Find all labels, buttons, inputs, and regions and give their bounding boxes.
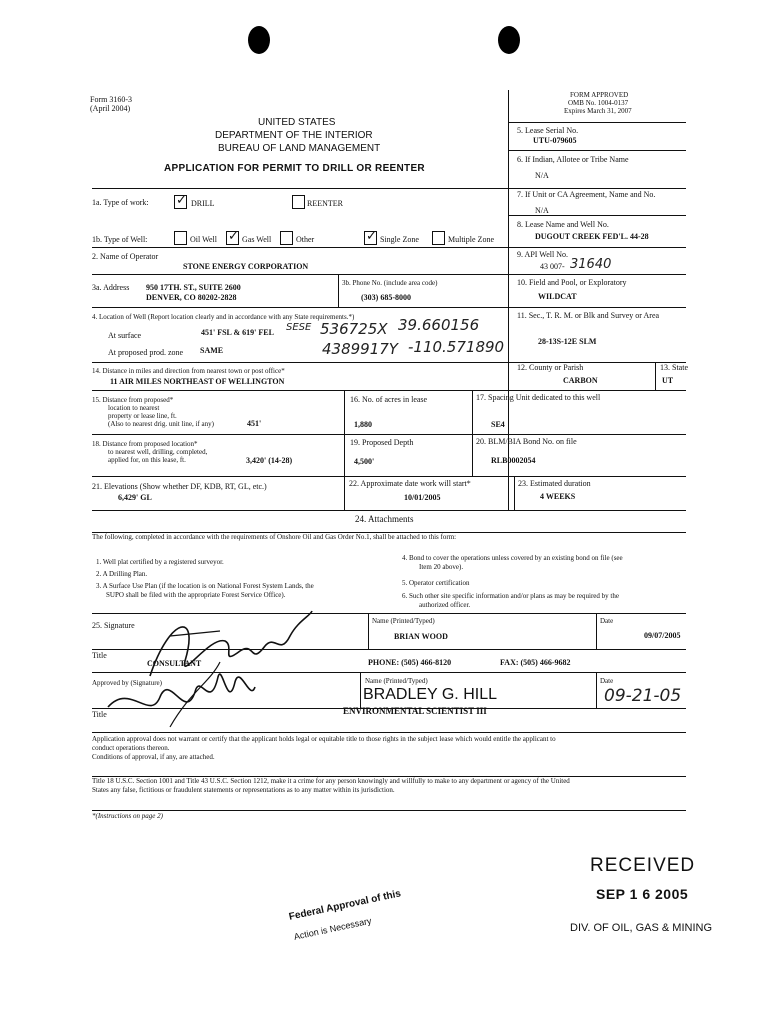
multiple-zone-checkbox[interactable] xyxy=(432,231,445,245)
f15-value: 451' xyxy=(247,419,262,428)
expires: Expires March 31, 2007 xyxy=(564,107,632,115)
federal-approval-line2: Action is Necessary xyxy=(293,915,373,942)
f9-value: 43 007- xyxy=(540,262,565,271)
gas-well-label: Gas Well xyxy=(242,235,272,244)
f20-value: RLB0002054 xyxy=(491,456,536,465)
f21-value: 6,429' GL xyxy=(118,493,152,502)
federal-approval-line1: Federal Approval of this xyxy=(288,888,402,923)
hand-sese: SESE xyxy=(286,322,312,333)
f23-value: 4 WEEKS xyxy=(540,492,576,501)
f22-value: 10/01/2005 xyxy=(404,493,441,502)
name-value: BRIAN WOOD xyxy=(394,632,448,641)
usc-text-2: States any false, fictitious or fraudulent statements or representations as to any matter within its jurisdiction. xyxy=(92,786,395,794)
conditions-text: Conditions of approval, if any, are attached. xyxy=(92,753,215,761)
single-zone-checkbox[interactable]: ✓ xyxy=(366,229,377,244)
f2-label: 2. Name of Operator xyxy=(92,252,159,261)
f25-label: 25. Signature xyxy=(92,621,135,630)
f2-value: STONE ENERGY CORPORATION xyxy=(183,262,309,271)
f23-label: 23. Estimated duration xyxy=(518,479,591,488)
f17-label: 17. Spacing Unit dedicated to this well xyxy=(476,393,601,402)
instructions-note: *(Instructions on page 2) xyxy=(92,812,163,820)
approval-text-2: conduct operations thereon. xyxy=(92,744,170,752)
f13-label: 13. State xyxy=(660,363,688,372)
prod-zone-value: SAME xyxy=(200,346,224,355)
f16-label: 16. No. of acres in lease xyxy=(350,395,428,404)
f11-label: 11. Sec., T. R. M. or Blk and Survey or Area xyxy=(517,311,660,320)
drill-label: DRILL xyxy=(191,199,215,208)
title2-value: ENVIRONMENTAL SCIENTIST III xyxy=(343,706,487,716)
hand-easting: 536725X xyxy=(320,320,388,338)
f3a-label: 3a. Address xyxy=(92,283,130,292)
single-zone-label: Single Zone xyxy=(380,235,419,244)
hand-latitude: 39.660156 xyxy=(398,316,480,334)
multiple-zone-label: Multiple Zone xyxy=(448,235,494,244)
f15-label-4: (Also to nearest drig. unit line, if any) xyxy=(108,420,214,428)
form-number: Form 3160-3 xyxy=(90,95,132,104)
f18-label-2: to nearest well, drilling, completed, xyxy=(108,448,208,456)
received-stamp: RECEIVED xyxy=(590,855,696,876)
title2-label: Title xyxy=(92,710,107,719)
form-approved: FORM APPROVED xyxy=(570,91,629,99)
f8-value: DUGOUT CREEK FED'L. 44-28 xyxy=(535,232,649,241)
f13-value: UT xyxy=(662,376,674,385)
hand-northing: 4389917Y xyxy=(322,340,398,358)
f18-label-1: 18. Distance from proposed location* xyxy=(92,440,198,448)
f15-label-2: location to nearest xyxy=(108,404,160,412)
f10-value: WILDCAT xyxy=(538,292,577,301)
attachment-item-6a: 6. Such other site specific information and/or plans as may be required by the xyxy=(402,592,619,600)
attachment-item-3b: SUPO shall be filed with the appropriate Forest Service Office). xyxy=(106,591,286,599)
attachment-item-4a: 4. Bond to cover the operations unless covered by an existing bond on file (see xyxy=(402,554,623,562)
other-checkbox[interactable] xyxy=(280,231,293,245)
f22-label: 22. Approximate date work will start* xyxy=(349,479,471,488)
date-value: 09/07/2005 xyxy=(644,631,681,640)
f18-value: 3,420' (14-28) xyxy=(246,456,293,465)
f14-value: 11 AIR MILES NORTHEAST OF WELLINGTON xyxy=(110,377,285,386)
gas-well-checkbox[interactable]: ✓ xyxy=(228,229,239,244)
attachment-item-4b: Item 20 above). xyxy=(419,563,464,571)
f4-label: 4. Location of Well (Report location clearly and in accordance with any State requirements.*) xyxy=(92,313,355,321)
form-date: (April 2004) xyxy=(90,104,131,113)
f1b-label: 1b. Type of Well: xyxy=(92,235,148,244)
header-line3: BUREAU OF LAND MANAGEMENT xyxy=(218,143,381,154)
other-label: Other xyxy=(296,235,315,244)
approver-signature xyxy=(100,652,260,732)
f3a-value-line1: 950 17TH. ST., SUITE 2600 xyxy=(146,283,241,292)
f17-value: SE4 xyxy=(491,420,505,429)
received-date: SEP 1 6 2005 xyxy=(596,886,689,902)
attachment-item-1: 1. Well plat certified by a registered surveyor. xyxy=(96,558,224,566)
date2-label: Date xyxy=(600,677,614,685)
date2-value: 09-21-05 xyxy=(604,686,682,706)
date-label: Date xyxy=(600,617,614,625)
attachment-item-2: 2. A Drilling Plan. xyxy=(96,570,148,578)
drill-checkbox[interactable]: ✓ xyxy=(176,193,187,208)
prod-zone-label: At proposed prod. zone xyxy=(108,348,184,357)
surface-value: 451' FSL & 619' FEL xyxy=(201,328,274,337)
f14-label: 14. Distance in miles and direction from nearest town or post office* xyxy=(92,367,285,375)
f20-label: 20. BLM/BIA Bond No. on file xyxy=(476,437,577,446)
usc-text-1: Title 18 U.S.C. Section 1001 and Title 43 U.S.C. Section 1212, make it a crime for any person knowingly and willfully to make to any department or agency of the United xyxy=(92,777,570,785)
f3a-value-line2: DENVER, CO 80202-2828 xyxy=(146,293,237,302)
fax: FAX: (505) 466-9682 xyxy=(500,658,571,667)
f18-label-3: applied for, on this lease, ft. xyxy=(108,456,186,464)
oil-well-checkbox[interactable] xyxy=(174,231,187,245)
f16-value: 1,880 xyxy=(354,420,372,429)
attachments-heading: 24. Attachments xyxy=(355,514,414,524)
attachment-item-3a: 3. A Surface Use Plan (if the location is on National Forest System Lands, the xyxy=(96,582,314,590)
f11-value: 28-13S-12E SLM xyxy=(538,337,597,346)
f5-label: 5. Lease Serial No. xyxy=(517,126,579,135)
f15-label-3: property or lease line, ft. xyxy=(108,412,177,420)
punch-hole-right xyxy=(498,26,520,54)
f15-label-1: 15. Distance from proposed* xyxy=(92,396,174,404)
name2-label: Name (Printed/Typed) xyxy=(365,677,428,685)
f6-label: 6. If Indian, Allotee or Tribe Name xyxy=(517,155,629,164)
f7-label: 7. If Unit or CA Agreement, Name and No. xyxy=(517,190,656,199)
approval-text-1: Application approval does not warrant or certify that the applicant holds legal or equitable title to those rights in the subject lease which would entitle the applicant to xyxy=(92,735,556,743)
header-line2: DEPARTMENT OF THE INTERIOR xyxy=(215,130,373,141)
f21-label: 21. Elevations (Show whether DF, KDB, RT, GL, etc.) xyxy=(92,482,267,491)
hand-longitude: -110.571890 xyxy=(408,338,505,356)
f12-value: CARBON xyxy=(563,376,598,385)
f19-label: 19. Proposed Depth xyxy=(350,438,414,447)
name-label: Name (Printed/Typed) xyxy=(372,617,435,625)
surface-label: At surface xyxy=(108,331,142,340)
reenter-label: REENTER xyxy=(307,199,343,208)
attachment-item-6b: authorized officer. xyxy=(419,601,471,609)
f3b-value: (303) 685-8000 xyxy=(361,293,411,302)
name2-value: BRADLEY G. HILL xyxy=(363,686,497,703)
f6-value: N/A xyxy=(535,171,549,180)
f8-label: 8. Lease Name and Well No. xyxy=(517,220,609,229)
omb-number: OMB No. 1004-0137 xyxy=(568,99,629,107)
title-label: Title xyxy=(92,651,107,660)
attachment-item-5: 5. Operator certification xyxy=(402,579,470,587)
f9-handwritten: 31640 xyxy=(570,257,612,272)
division-stamp: DIV. OF OIL, GAS & MINING xyxy=(570,922,713,934)
oil-well-label: Oil Well xyxy=(190,235,217,244)
f5-value: UTU-079605 xyxy=(533,136,577,145)
phone: PHONE: (505) 466-8120 xyxy=(368,658,452,667)
f9-label: 9. API Well No. xyxy=(517,250,568,259)
f19-value: 4,500' xyxy=(354,457,375,466)
f10-label: 10. Field and Pool, or Exploratory xyxy=(517,278,627,287)
f7-value: N/A xyxy=(535,206,549,215)
reenter-checkbox[interactable] xyxy=(292,195,305,209)
header-line1: UNITED STATES xyxy=(258,117,336,128)
attachments-intro: The following, completed in accordance with the requirements of Onshore Oil and Gas Order No.1, shall be attached to this form: xyxy=(92,533,457,541)
f12-label: 12. County or Parish xyxy=(517,363,584,372)
punch-hole-left xyxy=(248,26,270,54)
f3b-label: 3b. Phone No. (include area code) xyxy=(342,279,438,287)
title-value: CONSULTANT xyxy=(147,659,202,668)
approved-by-label: Approved by (Signature) xyxy=(92,679,162,687)
form-title: APPLICATION FOR PERMIT TO DRILL OR REENTER xyxy=(164,163,425,174)
f1a-label: 1a. Type of work: xyxy=(92,198,149,207)
